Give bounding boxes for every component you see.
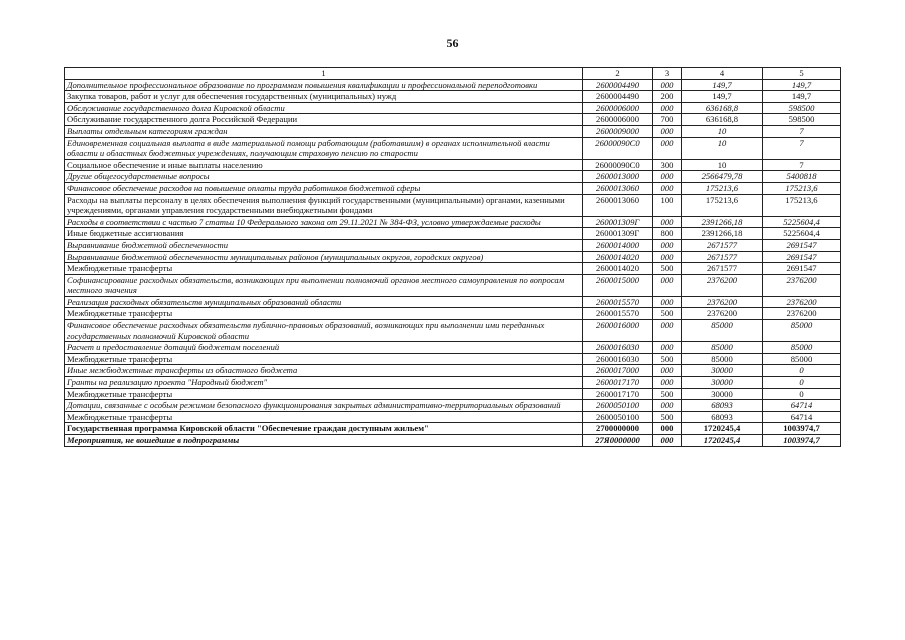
- row-value-2022-cell: 2671577: [682, 239, 763, 251]
- table-row: [65, 239, 841, 251]
- row-value-2022-cell: 1720245,4: [682, 435, 763, 447]
- row-code-cell: 2600016030: [583, 342, 653, 354]
- row-code-cell: 26000090С0: [583, 159, 653, 171]
- row-type-cell: 700: [653, 114, 682, 126]
- table-row: [65, 388, 841, 400]
- row-value-2022-cell: 10: [682, 125, 763, 137]
- row-type-cell: 000: [653, 239, 682, 251]
- header-col-2: 2: [583, 68, 653, 80]
- row-name-cell: Закупка товаров, работ и услуг для обеспечения государственных (муниципальных) нужд: [65, 91, 583, 103]
- table-row: [65, 274, 841, 296]
- row-code-cell: 26000090С0: [583, 137, 653, 159]
- row-name-cell: Расходы на выплаты персоналу в целях обеспечения выполнения функций государственными (муниципальными) органами, казенными учреждениями, органами управления государственными внебюджетными фондами: [65, 194, 583, 216]
- row-value-2023-cell: 149,7: [763, 79, 841, 91]
- table-row: [65, 102, 841, 114]
- row-type-cell: 000: [653, 342, 682, 354]
- row-type-cell: 000: [653, 296, 682, 308]
- row-value-2022-cell: 85000: [682, 353, 763, 365]
- row-value-2023-cell: 1003974,7: [763, 435, 841, 447]
- table-row: [65, 159, 841, 171]
- row-value-2023-cell: 2376200: [763, 296, 841, 308]
- row-value-2022-cell: 2671577: [682, 263, 763, 275]
- row-type-cell: 000: [653, 137, 682, 159]
- row-code-cell: 2600017000: [583, 365, 653, 377]
- row-code-cell: 2600050100: [583, 400, 653, 412]
- row-type-cell: 000: [653, 251, 682, 263]
- row-value-2022-cell: 2376200: [682, 308, 763, 320]
- row-value-2022-cell: 2391266,18: [682, 228, 763, 240]
- row-value-2023-cell: 2376200: [763, 308, 841, 320]
- row-name-cell: Обслуживание государственного долга Российской Федерации: [65, 114, 583, 126]
- row-code-cell: 2600014020: [583, 251, 653, 263]
- row-value-2023-cell: 175213,6: [763, 182, 841, 194]
- row-name-cell: Выравнивание бюджетной обеспеченности: [65, 239, 583, 251]
- row-value-2023-cell: 0: [763, 365, 841, 377]
- row-code-cell: 2600014020: [583, 263, 653, 275]
- row-type-cell: 500: [653, 411, 682, 423]
- row-name-cell: Расчет и предоставление дотаций бюджетам поселений: [65, 342, 583, 354]
- row-name-cell: Межбюджетные трансферты: [65, 388, 583, 400]
- row-value-2023-cell: 2376200: [763, 274, 841, 296]
- row-code-cell: 2600009000: [583, 125, 653, 137]
- row-type-cell: 000: [653, 365, 682, 377]
- row-value-2023-cell: 2691547: [763, 251, 841, 263]
- row-value-2022-cell: 85000: [682, 320, 763, 342]
- row-value-2023-cell: 598500: [763, 114, 841, 126]
- row-name-cell: Реализация расходных обязательств муниципальных образований области: [65, 296, 583, 308]
- row-type-cell: 500: [653, 308, 682, 320]
- row-code-cell: 2600015570: [583, 296, 653, 308]
- row-code-cell: 2600014000: [583, 239, 653, 251]
- table-row: [65, 296, 841, 308]
- row-name-cell: Государственная программа Кировской области "Обеспечение граждан доступным жильем": [65, 423, 583, 435]
- row-type-cell: 500: [653, 388, 682, 400]
- row-name-cell: Мероприятия, не вошедшие в подпрограммы: [65, 435, 583, 447]
- row-code-cell: 2700000000: [583, 423, 653, 435]
- row-code-cell: 2600016000: [583, 320, 653, 342]
- table-row: [65, 251, 841, 263]
- row-value-2023-cell: 7: [763, 125, 841, 137]
- row-value-2023-cell: 175213,6: [763, 194, 841, 216]
- row-code-cell: 260001309Г: [583, 216, 653, 228]
- header-col-3: 3: [653, 68, 682, 80]
- row-value-2023-cell: 149,7: [763, 91, 841, 103]
- row-value-2022-cell: 175213,6: [682, 182, 763, 194]
- table-row: [65, 125, 841, 137]
- row-value-2023-cell: 5400818: [763, 171, 841, 183]
- row-value-2022-cell: 30000: [682, 377, 763, 389]
- row-value-2022-cell: 636168,8: [682, 114, 763, 126]
- row-name-cell: Софинансирование расходных обязательств, возникающих при выполнении полномочий органов местного самоуправления по вопросам местного значения: [65, 274, 583, 296]
- table-row: [65, 182, 841, 194]
- row-value-2022-cell: 2376200: [682, 296, 763, 308]
- row-type-cell: 000: [653, 125, 682, 137]
- row-code-cell: 2600050100: [583, 411, 653, 423]
- row-value-2023-cell: 1003974,7: [763, 423, 841, 435]
- row-code-cell: 2600013060: [583, 194, 653, 216]
- row-code-cell: 2600016030: [583, 353, 653, 365]
- row-value-2023-cell: 64714: [763, 400, 841, 412]
- row-name-cell: Финансовое обеспечение расходов на повышение оплаты труда работников бюджетной сферы: [65, 182, 583, 194]
- row-value-2022-cell: 149,7: [682, 79, 763, 91]
- row-value-2022-cell: 2566479,78: [682, 171, 763, 183]
- row-name-cell: Финансовое обеспечение расходных обязательств публично-правовых образований, возникающих при выполнении ими переданных государственных полномочий Кировской области: [65, 320, 583, 342]
- table-row: [65, 114, 841, 126]
- row-name-cell: Гранты на реализацию проекта "Народный бюджет": [65, 377, 583, 389]
- row-value-2023-cell: 2691547: [763, 239, 841, 251]
- row-type-cell: 000: [653, 182, 682, 194]
- row-name-cell: Межбюджетные трансферты: [65, 411, 583, 423]
- table-row: [65, 79, 841, 91]
- table-row: [65, 228, 841, 240]
- table-header-row: [65, 68, 841, 80]
- row-name-cell: Обслуживание государственного долга Кировской области: [65, 102, 583, 114]
- row-code-cell: 27Я0000000: [583, 435, 653, 447]
- row-type-cell: 000: [653, 171, 682, 183]
- table-row: [65, 365, 841, 377]
- row-type-cell: 000: [653, 79, 682, 91]
- row-value-2022-cell: 10: [682, 137, 763, 159]
- row-name-cell: Другие общегосударственные вопросы: [65, 171, 583, 183]
- row-type-cell: 200: [653, 91, 682, 103]
- header-col-5: 5: [763, 68, 841, 80]
- row-code-cell: 2600006000: [583, 102, 653, 114]
- row-name-cell: Межбюджетные трансферты: [65, 263, 583, 275]
- row-value-2022-cell: 2391266,18: [682, 216, 763, 228]
- row-type-cell: 000: [653, 435, 682, 447]
- row-code-cell: 2600006000: [583, 114, 653, 126]
- row-code-cell: 2600013000: [583, 171, 653, 183]
- row-name-cell: Иные межбюджетные трансферты из областного бюджета: [65, 365, 583, 377]
- table-row: [65, 137, 841, 159]
- row-type-cell: 500: [653, 353, 682, 365]
- row-value-2023-cell: 64714: [763, 411, 841, 423]
- row-value-2023-cell: 7: [763, 137, 841, 159]
- row-value-2023-cell: 5225604,4: [763, 216, 841, 228]
- table-row: [65, 353, 841, 365]
- row-code-cell: 2600015570: [583, 308, 653, 320]
- row-value-2022-cell: 175213,6: [682, 194, 763, 216]
- row-value-2022-cell: 68093: [682, 400, 763, 412]
- row-value-2022-cell: 30000: [682, 388, 763, 400]
- row-type-cell: 100: [653, 194, 682, 216]
- row-value-2023-cell: 7: [763, 159, 841, 171]
- row-value-2022-cell: 85000: [682, 342, 763, 354]
- table-row: [65, 411, 841, 423]
- row-value-2023-cell: 85000: [763, 353, 841, 365]
- table-row: [65, 91, 841, 103]
- table-row: [65, 400, 841, 412]
- row-code-cell: 2600004490: [583, 91, 653, 103]
- row-value-2023-cell: 85000: [763, 342, 841, 354]
- row-value-2022-cell: 2376200: [682, 274, 763, 296]
- row-code-cell: 2600017170: [583, 377, 653, 389]
- table-row: [65, 342, 841, 354]
- row-type-cell: 000: [653, 216, 682, 228]
- row-value-2022-cell: 1720245,4: [682, 423, 763, 435]
- row-type-cell: 000: [653, 423, 682, 435]
- budget-table: [64, 67, 841, 447]
- row-value-2023-cell: 85000: [763, 320, 841, 342]
- table-row: [65, 435, 841, 447]
- row-code-cell: 2600013060: [583, 182, 653, 194]
- header-col-1: 1: [65, 68, 583, 80]
- row-value-2023-cell: 0: [763, 388, 841, 400]
- row-value-2023-cell: 2691547: [763, 263, 841, 275]
- row-name-cell: Межбюджетные трансферты: [65, 353, 583, 365]
- row-code-cell: 2600017170: [583, 388, 653, 400]
- row-value-2022-cell: 30000: [682, 365, 763, 377]
- row-name-cell: Межбюджетные трансферты: [65, 308, 583, 320]
- row-name-cell: Выплаты отдельным категориям граждан: [65, 125, 583, 137]
- row-name-cell: Дополнительное профессиональное образование по программам повышения квалификации и профессиональной переподготовки: [65, 79, 583, 91]
- table-row: [65, 194, 841, 216]
- table-row: [65, 171, 841, 183]
- row-type-cell: 000: [653, 274, 682, 296]
- table-row: [65, 320, 841, 342]
- row-name-cell: Иные бюджетные ассигнования: [65, 228, 583, 240]
- row-value-2022-cell: 149,7: [682, 91, 763, 103]
- table-row: [65, 308, 841, 320]
- row-value-2022-cell: 2671577: [682, 251, 763, 263]
- table-row: [65, 377, 841, 389]
- row-type-cell: 000: [653, 377, 682, 389]
- row-value-2022-cell: 68093: [682, 411, 763, 423]
- table-row: [65, 423, 841, 435]
- row-value-2023-cell: 598500: [763, 102, 841, 114]
- row-code-cell: 2600015000: [583, 274, 653, 296]
- row-type-cell: 000: [653, 102, 682, 114]
- table-row: [65, 216, 841, 228]
- page-number: 56: [446, 36, 459, 50]
- table-row: [65, 263, 841, 275]
- row-name-cell: Дотации, связанные с особым режимом безопасного функционирования закрытых административно-территориальных образований: [65, 400, 583, 412]
- row-name-cell: Расходы в соответствии с частью 7 статьи 10 Федерального закона от 29.11.2021 № 384-ФЗ, условно утверждаемые расходы: [65, 216, 583, 228]
- row-type-cell: 800: [653, 228, 682, 240]
- row-name-cell: Социальное обеспечение и иные выплаты населению: [65, 159, 583, 171]
- row-value-2022-cell: 10: [682, 159, 763, 171]
- row-code-cell: 260001309Г: [583, 228, 653, 240]
- row-type-cell: 300: [653, 159, 682, 171]
- row-code-cell: 2600004490: [583, 79, 653, 91]
- row-value-2022-cell: 636168,8: [682, 102, 763, 114]
- row-type-cell: 000: [653, 400, 682, 412]
- row-name-cell: Единовременная социальная выплата в виде материальной помощи работающим (работавшим) в органах исполнительной власти области и областных бюджетных учреждениях, получающим страховую пенсию по старости: [65, 137, 583, 159]
- row-value-2023-cell: 5225604,4: [763, 228, 841, 240]
- row-type-cell: 000: [653, 320, 682, 342]
- row-value-2023-cell: 0: [763, 377, 841, 389]
- row-type-cell: 500: [653, 263, 682, 275]
- header-col-4: 4: [682, 68, 763, 80]
- row-name-cell: Выравнивание бюджетной обеспеченности муниципальных районов (муниципальных округов, городских округов): [65, 251, 583, 263]
